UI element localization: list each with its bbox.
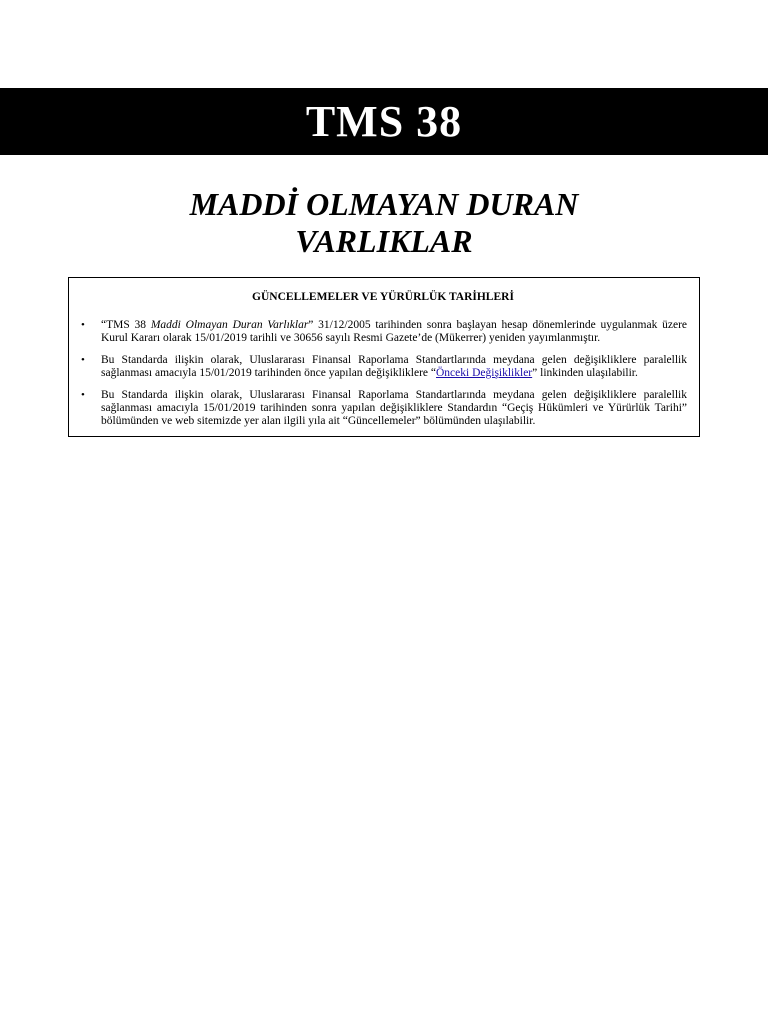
- bullet-icon: •: [81, 354, 85, 366]
- list-item: [79, 389, 687, 428]
- item1-text: ” 31/12/2005 tarihinden sonra başlayan hesap dönemlerinde uygulanmak üzere Kurul Kararı olarak 15/01/2019 tarihli ve 30656 sayılı Resmi Gazete’de (Mükerrer) yeniden yayımlanmıştır.: [101, 319, 687, 344]
- standard-code-title: TMS 38: [305, 96, 463, 146]
- document-title: [0, 186, 768, 260]
- header-banner: [0, 88, 768, 155]
- item1-standard-name: Maddi Olmayan Duran Varlıklar: [150, 319, 309, 331]
- item3-text: Bu Standarda ilişkin olarak, Uluslararası Finansal Raporlama Standartlarında meydana gelen değişikliklere paralellik sağlanması amacıyla 15/01/2019 tarihinden sonra yapılan değişikliklere Standardın “Geçiş Hükümleri ve Yürürlük Tarihi” bölümünden ve web sitemizde yer alan ilgili yıla ait “Güncellemeler” bölümünden ulaşılabilir.: [101, 389, 687, 427]
- item2-text-before: Bu Standarda ilişkin olarak, Uluslararası Finansal Raporlama Standartlarında meydana gelen değişikliklere paralellik sağlanması amacıyla 15/01/2019 tarihinden önce yapılan değişikliklere “: [101, 354, 687, 379]
- item2-text-after: ” linkinden ulaşılabilir.: [532, 367, 638, 379]
- document-title-line-2: VARLIKLAR: [295, 223, 473, 259]
- bullet-icon: •: [81, 389, 85, 401]
- bullet-icon: •: [81, 319, 85, 331]
- item1-open-quote: “TMS 38: [101, 319, 151, 331]
- document-title-line-1: MADDİ OLMAYAN DURAN: [189, 186, 579, 222]
- previous-changes-link[interactable]: Önceki Değişiklikler: [436, 367, 533, 379]
- updates-list: [79, 319, 687, 428]
- list-item: [79, 319, 687, 345]
- updates-info-box: [68, 277, 700, 437]
- updates-heading: GÜNCELLEMELER VE YÜRÜRLÜK TARİHLERİ: [252, 291, 514, 303]
- list-item: [79, 354, 687, 380]
